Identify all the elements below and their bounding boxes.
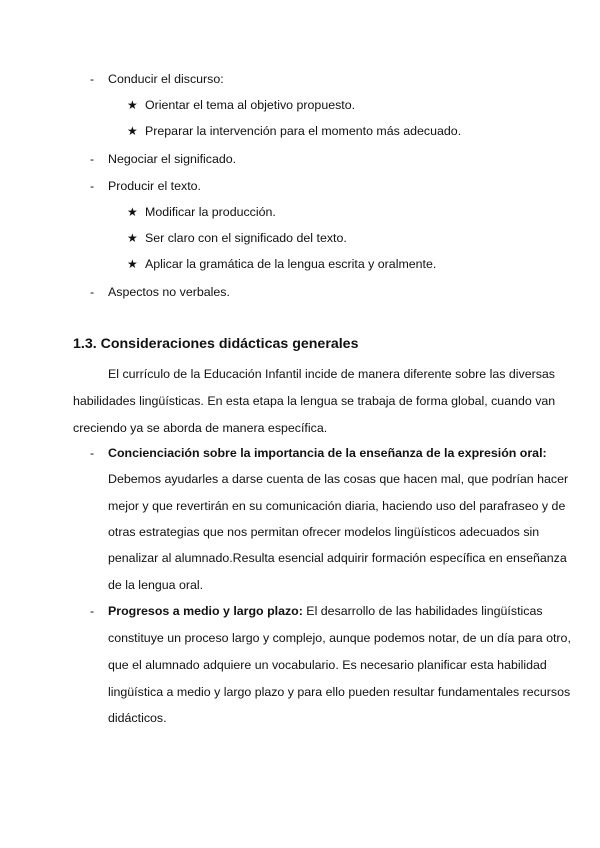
paragraph-line: otras estrategias que nos permitan ofrecer modelos lingüísticos adecuados sin — [108, 525, 540, 539]
star-icon: ★ — [127, 98, 138, 112]
sublist-item: Aplicar la gramática de la lengua escrita y oralmente. — [145, 257, 437, 271]
bullet-title — [108, 604, 543, 618]
paragraph-line: habilidades lingüísticas. En esta etapa la lengua se trabaja de forma global, cuando van — [73, 394, 556, 408]
paragraph-line: mejor y que revertirán en su comunicación diaria, haciendo uso del parafraseo y de — [108, 499, 566, 513]
paragraph-line: El currículo de la Educación Infantil incide de manera diferente sobre las diversas — [108, 367, 555, 381]
sublist-item: Preparar la intervención para el momento más adecuado. — [145, 124, 462, 138]
star-icon: ★ — [127, 124, 138, 138]
star-icon: ★ — [127, 205, 138, 219]
list-marker: - — [90, 179, 95, 193]
list-marker: - — [90, 446, 95, 460]
sublist-item: Modificar la producción. — [145, 205, 276, 219]
bullet-title — [108, 446, 547, 460]
paragraph-line: de la lengua oral. — [108, 578, 204, 592]
list-marker: - — [90, 604, 95, 618]
bullet-text: El desarrollo de las habilidades lingüísticas — [302, 604, 543, 618]
sublist-item: Ser claro con el significado del texto. — [145, 231, 347, 245]
list-item-aspectos: Aspectos no verbales. — [108, 285, 230, 299]
star-icon: ★ — [127, 257, 138, 271]
list-marker: - — [90, 285, 95, 299]
section-heading: 1.3. Consideraciones didácticas generales — [73, 336, 359, 352]
list-item-negociar: Negociar el significado. — [108, 152, 237, 166]
list-marker: - — [90, 152, 95, 166]
bullet-bold-text: Concienciación sobre la importancia de la enseñanza de la expresión oral: — [108, 446, 547, 460]
paragraph-line: penalizar al alumnado.Resulta esencial adquirir formación específica en enseñanza — [108, 551, 567, 565]
sublist-item: Orientar el tema al objetivo propuesto. — [145, 98, 356, 112]
paragraph-line: lingüística a medio y largo plazo y para ello pueden resultar fundamentales recursos — [108, 685, 571, 699]
paragraph-line: Debemos ayudarles a darse cuenta de las cosas que hacen mal, que podrían hacer — [108, 472, 569, 486]
bullet-bold-text: Progresos a medio y largo plazo: — [108, 604, 303, 618]
star-icon: ★ — [127, 231, 138, 245]
paragraph-line: que el alumnado adquiere un vocabulario. Es necesario planificar esta habilidad — [108, 658, 547, 672]
list-item-producir: Producir el texto. — [108, 179, 201, 193]
paragraph-line: didácticos. — [108, 711, 167, 725]
list-item-conducir: Conducir el discurso: — [108, 72, 224, 86]
paragraph-line: creciendo ya se aborda de manera específica. — [73, 421, 328, 435]
list-marker: - — [90, 72, 95, 86]
paragraph-line: constituye un proceso largo y complejo, aunque podemos notar, de un día para otro, — [108, 631, 571, 645]
